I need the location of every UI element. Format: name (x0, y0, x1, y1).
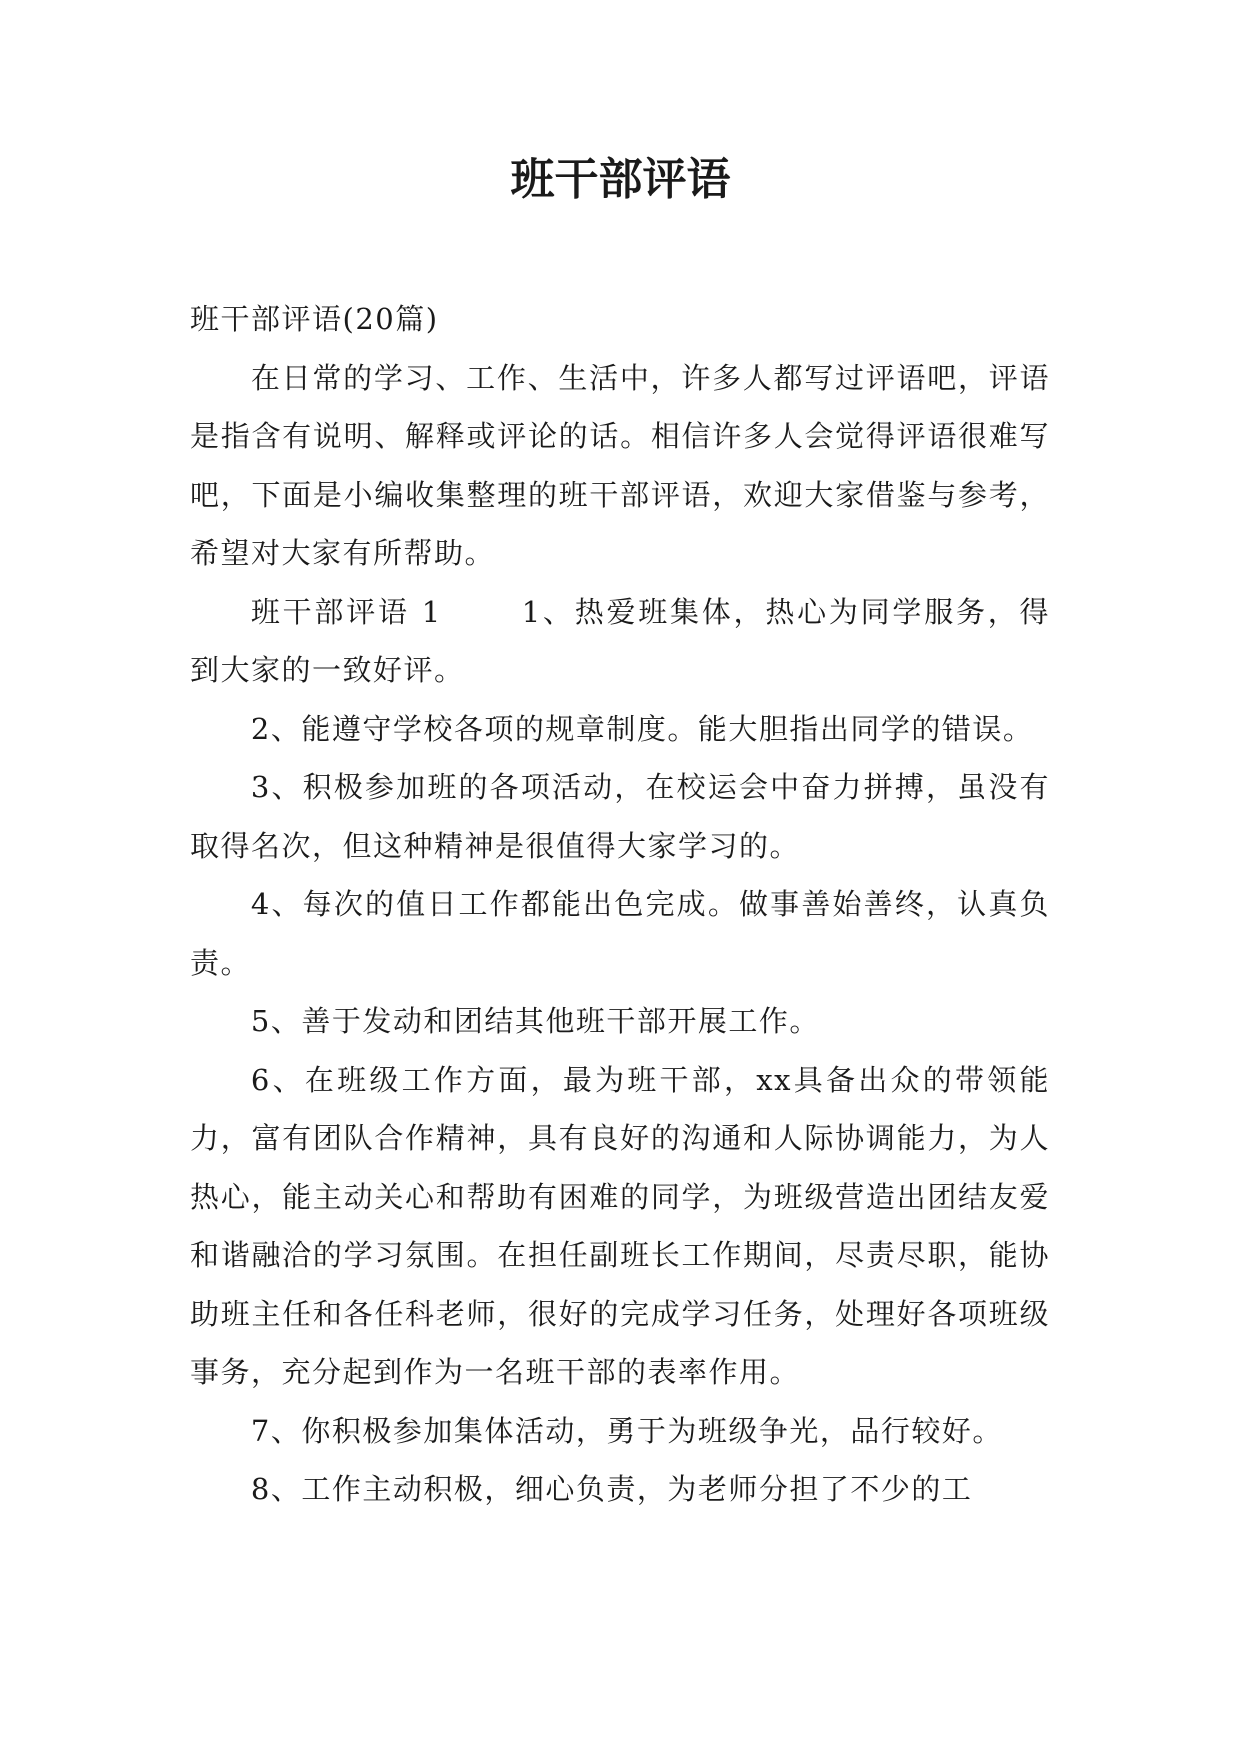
document-body (190, 290, 1050, 1519)
page-title: 班干部评语 (510, 154, 731, 205)
list-item-6: 6、在班级工作方面，最为班干部，xx具备出众的带领能力，富有团队合作精神，具有良好的沟通和人际协调能力，为人热心，能主动关心和帮助有困难的同学，为班级营造出团结友爱和谐融洽的学习氛围。在担任副班长工作期间，尽责尽职，能协助班主任和各任科老师，很好的完成学习任务，处理好各项班级事务，充分起到作为一名班干部的表率作用。 (190, 1062, 1050, 1389)
list-item-1: 1、热爱班集体，热心为同学服务，得到大家的一致好评。 (190, 594, 1051, 687)
list-item-5: 5、善于发动和团结其他班干部开展工作。 (250, 1004, 820, 1038)
intro-paragraph: 在日常的学习、工作、生活中，许多人都写过评语吧，评语是指含有说明、解释或评论的话。相信许多人会觉得评语很难写吧，下面是小编收集整理的班干部评语，欢迎大家借鉴与参考，希望对大家有所帮助。 (190, 360, 1050, 570)
list-item-7: 7、你积极参加集体活动，勇于为班级争光，品行较好。 (250, 1413, 1003, 1448)
list-item-8: 8、工作主动积极，细心负责，为老师分担了不少的工 (250, 1472, 973, 1506)
document-subtitle: 班干部评语(20篇) (190, 302, 439, 336)
list-item-4: 4、每次的值日工作都能出色完成。做事善始善终，认真负责。 (190, 887, 1050, 980)
section-paragraph (190, 583, 1050, 700)
section-heading: 班干部评语 1 (250, 594, 442, 629)
list-item-3: 3、积极参加班的各项活动，在校运会中奋力拼搏，虽没有取得名次，但这种精神是很值得大家学习的。 (190, 770, 1050, 863)
list-item-2: 2、能遵守学校各项的规章制度。能大胆指出同学的错误。 (250, 711, 1034, 746)
